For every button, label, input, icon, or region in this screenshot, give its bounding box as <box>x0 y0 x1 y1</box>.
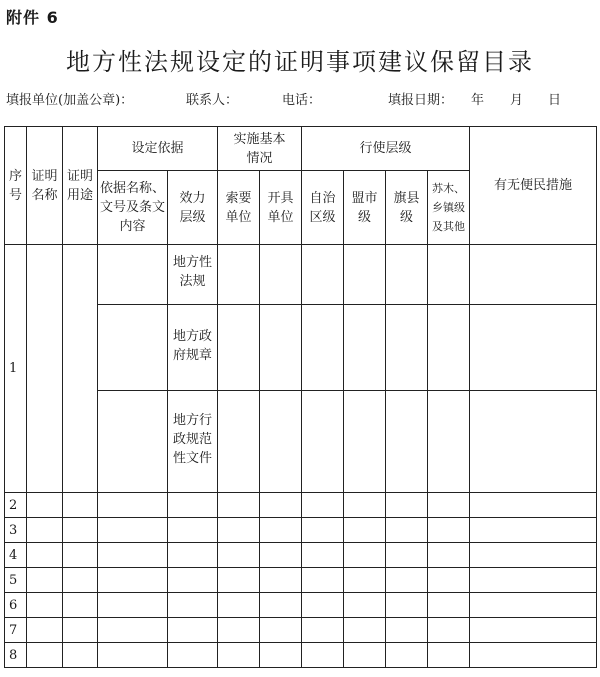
header-lvl-region: 自治区级 <box>302 171 344 245</box>
row-1c-level: 地方行政规范性文件 <box>168 391 218 493</box>
meta-phone: 电话： <box>282 93 322 108</box>
row-no: 7 <box>5 618 27 643</box>
row-1c-c <box>428 391 470 493</box>
header-lvl-league: 盟市级 <box>344 171 386 245</box>
row-1c-c <box>218 391 260 493</box>
header-cert-name: 证明名称 <box>27 127 63 245</box>
row-1c-c <box>260 391 302 493</box>
row-1b-c <box>428 305 470 391</box>
row-no: 5 <box>5 568 27 593</box>
row-1b-level: 地方政府规章 <box>168 305 218 391</box>
row-no: 3 <box>5 518 27 543</box>
row-1-no: 1 <box>5 245 27 493</box>
row-no: 6 <box>5 593 27 618</box>
meta-day: 日 <box>548 93 562 108</box>
row-no: 4 <box>5 543 27 568</box>
meta-year: 年 <box>471 93 485 108</box>
directory-table <box>4 126 597 668</box>
row-1a-c <box>470 245 597 305</box>
row-1b-c <box>386 305 428 391</box>
row-1a-c <box>260 245 302 305</box>
row-1a-c <box>386 245 428 305</box>
header-exercise: 行使层级 <box>302 127 470 171</box>
row-1c-basis-name <box>98 391 168 493</box>
meta-month: 月 <box>510 93 524 108</box>
row-1b-c <box>470 305 597 391</box>
row-1a-c <box>218 245 260 305</box>
page-title: 地方性法规设定的证明事项建议保留目录 <box>66 48 534 76</box>
meta-contact: 联系人： <box>186 93 239 108</box>
meta-unit: 填报单位(加盖公章)： <box>6 93 134 108</box>
row-1a-c <box>302 245 344 305</box>
row-1-cert-use <box>63 245 98 493</box>
row-no: 8 <box>5 643 27 668</box>
header-basis-level: 效力层级 <box>168 171 218 245</box>
header-lvl-other: 苏木、乡镇级及其他 <box>428 171 470 245</box>
row-1-cert-name <box>27 245 63 493</box>
row-1b-c <box>302 305 344 391</box>
header-basis-name: 依据名称、文号及条文内容 <box>98 171 168 245</box>
row-1c-c <box>386 391 428 493</box>
row-1b-c <box>260 305 302 391</box>
header-lvl-banner: 旗县级 <box>386 171 428 245</box>
row-1a-c <box>344 245 386 305</box>
row-1b-c <box>218 305 260 391</box>
header-impl: 实施基本情况 <box>218 127 302 171</box>
header-measures: 有无便民措施 <box>470 127 597 245</box>
header-impl-require: 索要单位 <box>218 171 260 245</box>
row-no: 2 <box>5 493 27 518</box>
attachment-label: 附件 6 <box>6 8 59 27</box>
header-impl-issue: 开具单位 <box>260 171 302 245</box>
row-1c-c <box>344 391 386 493</box>
row-1b-c <box>344 305 386 391</box>
row-1b-basis-name <box>98 305 168 391</box>
header-basis: 设定依据 <box>98 127 218 171</box>
row-1a-c <box>428 245 470 305</box>
row-1c-c <box>470 391 597 493</box>
row-1c-c <box>302 391 344 493</box>
header-cert-use: 证明用途 <box>63 127 98 245</box>
header-seq: 序号 <box>5 127 27 245</box>
row-1a-level: 地方性法规 <box>168 245 218 305</box>
meta-date-label: 填报日期： <box>388 93 454 108</box>
row-1a-basis-name <box>98 245 168 305</box>
